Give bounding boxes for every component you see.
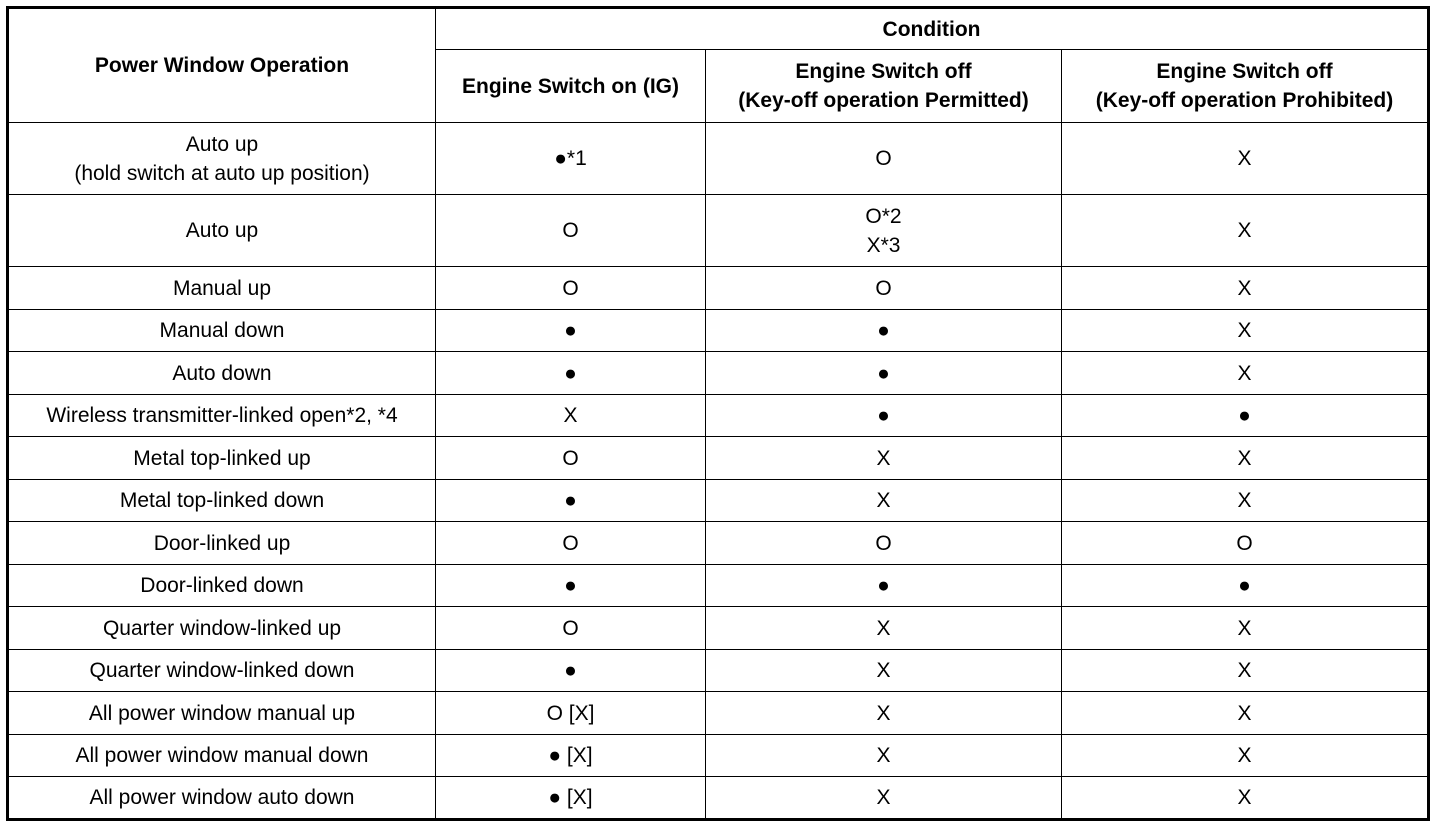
permitted-cell: X [706,607,1062,650]
header-engine-on-ig: Engine Switch on (IG) [436,50,706,123]
ig-cell: O [X] [436,692,706,735]
header-operation: Power Window Operation [8,8,436,123]
prohibited-cell: X [1062,735,1429,777]
table-row [8,522,1429,565]
header-engine-off-prohibited [1062,50,1429,123]
prohibited-cell: ● [1062,565,1429,607]
operation-cell: Wireless transmitter-linked open*2, *4 [8,395,436,437]
ig-cell: X [436,395,706,437]
operation-cell: Auto down [8,352,436,395]
prohibited-cell: O [1062,522,1429,565]
operation-cell: All power window manual down [8,735,436,777]
table-row [8,437,1429,480]
operation-line1: Auto up [185,132,259,156]
prohibited-cell: X [1062,607,1429,650]
ig-cell: O [436,267,706,310]
permitted-cell: O [706,522,1062,565]
ig-cell: ● [436,565,706,607]
table-row [8,480,1429,522]
operation-cell: Auto up [8,195,436,267]
prohibited-cell: X [1062,437,1429,480]
operation-cell: Door-linked up [8,522,436,565]
permitted-line1: O*2 [865,204,902,228]
table-row [8,607,1429,650]
table-row [8,310,1429,352]
header-prohibited-line1: Engine Switch off [1156,60,1333,83]
prohibited-cell: X [1062,692,1429,735]
prohibited-cell: X [1062,267,1429,310]
header-permitted-line2: (Key-off operation Permitted) [738,89,1029,112]
ig-cell: ● [X] [436,777,706,820]
power-window-operation-table [6,6,1430,821]
operation-cell: All power window manual up [8,692,436,735]
ig-cell: O [436,607,706,650]
table-row [8,195,1429,267]
table-row [8,735,1429,777]
operation-cell: Metal top-linked down [8,480,436,522]
prohibited-cell: X [1062,480,1429,522]
table-row [8,565,1429,607]
prohibited-cell: X [1062,195,1429,267]
operation-cell: Door-linked down [8,565,436,607]
table-row [8,352,1429,395]
prohibited-cell: X [1062,777,1429,820]
table-row [8,650,1429,692]
operation-line2: (hold switch at auto up position) [74,161,370,185]
ig-cell: ● [436,352,706,395]
operation-cell: Manual down [8,310,436,352]
permitted-cell: X [706,650,1062,692]
operation-cell: Metal top-linked up [8,437,436,480]
ig-cell: O [436,437,706,480]
permitted-cell: O [706,267,1062,310]
ig-cell: O [436,522,706,565]
ig-cell: ●*1 [436,123,706,195]
table-row [8,395,1429,437]
prohibited-cell: X [1062,352,1429,395]
permitted-cell: ● [706,565,1062,607]
ig-cell: ● [X] [436,735,706,777]
permitted-line2: X*3 [866,233,901,257]
ig-cell: O [436,195,706,267]
permitted-cell: X [706,777,1062,820]
header-condition: Condition [436,8,1429,50]
prohibited-cell: X [1062,650,1429,692]
permitted-cell: ● [706,395,1062,437]
permitted-cell: O [706,123,1062,195]
header-engine-off-permitted [706,50,1062,123]
header-permitted-line1: Engine Switch off [795,60,972,83]
operation-cell [8,123,436,195]
ig-cell: ● [436,310,706,352]
header-prohibited-line2: (Key-off operation Prohibited) [1095,89,1394,112]
ig-cell: ● [436,480,706,522]
table-row [8,267,1429,310]
permitted-cell: ● [706,310,1062,352]
permitted-cell [706,195,1062,267]
operation-cell: Quarter window-linked down [8,650,436,692]
permitted-cell: ● [706,352,1062,395]
ig-cell: ● [436,650,706,692]
operation-cell: Quarter window-linked up [8,607,436,650]
prohibited-cell: X [1062,123,1429,195]
table-row [8,123,1429,195]
permitted-cell: X [706,692,1062,735]
table-row [8,692,1429,735]
operation-cell: All power window auto down [8,777,436,820]
operation-cell: Manual up [8,267,436,310]
prohibited-cell: ● [1062,395,1429,437]
table-row [8,777,1429,820]
permitted-cell: X [706,480,1062,522]
permitted-cell: X [706,437,1062,480]
permitted-cell: X [706,735,1062,777]
prohibited-cell: X [1062,310,1429,352]
